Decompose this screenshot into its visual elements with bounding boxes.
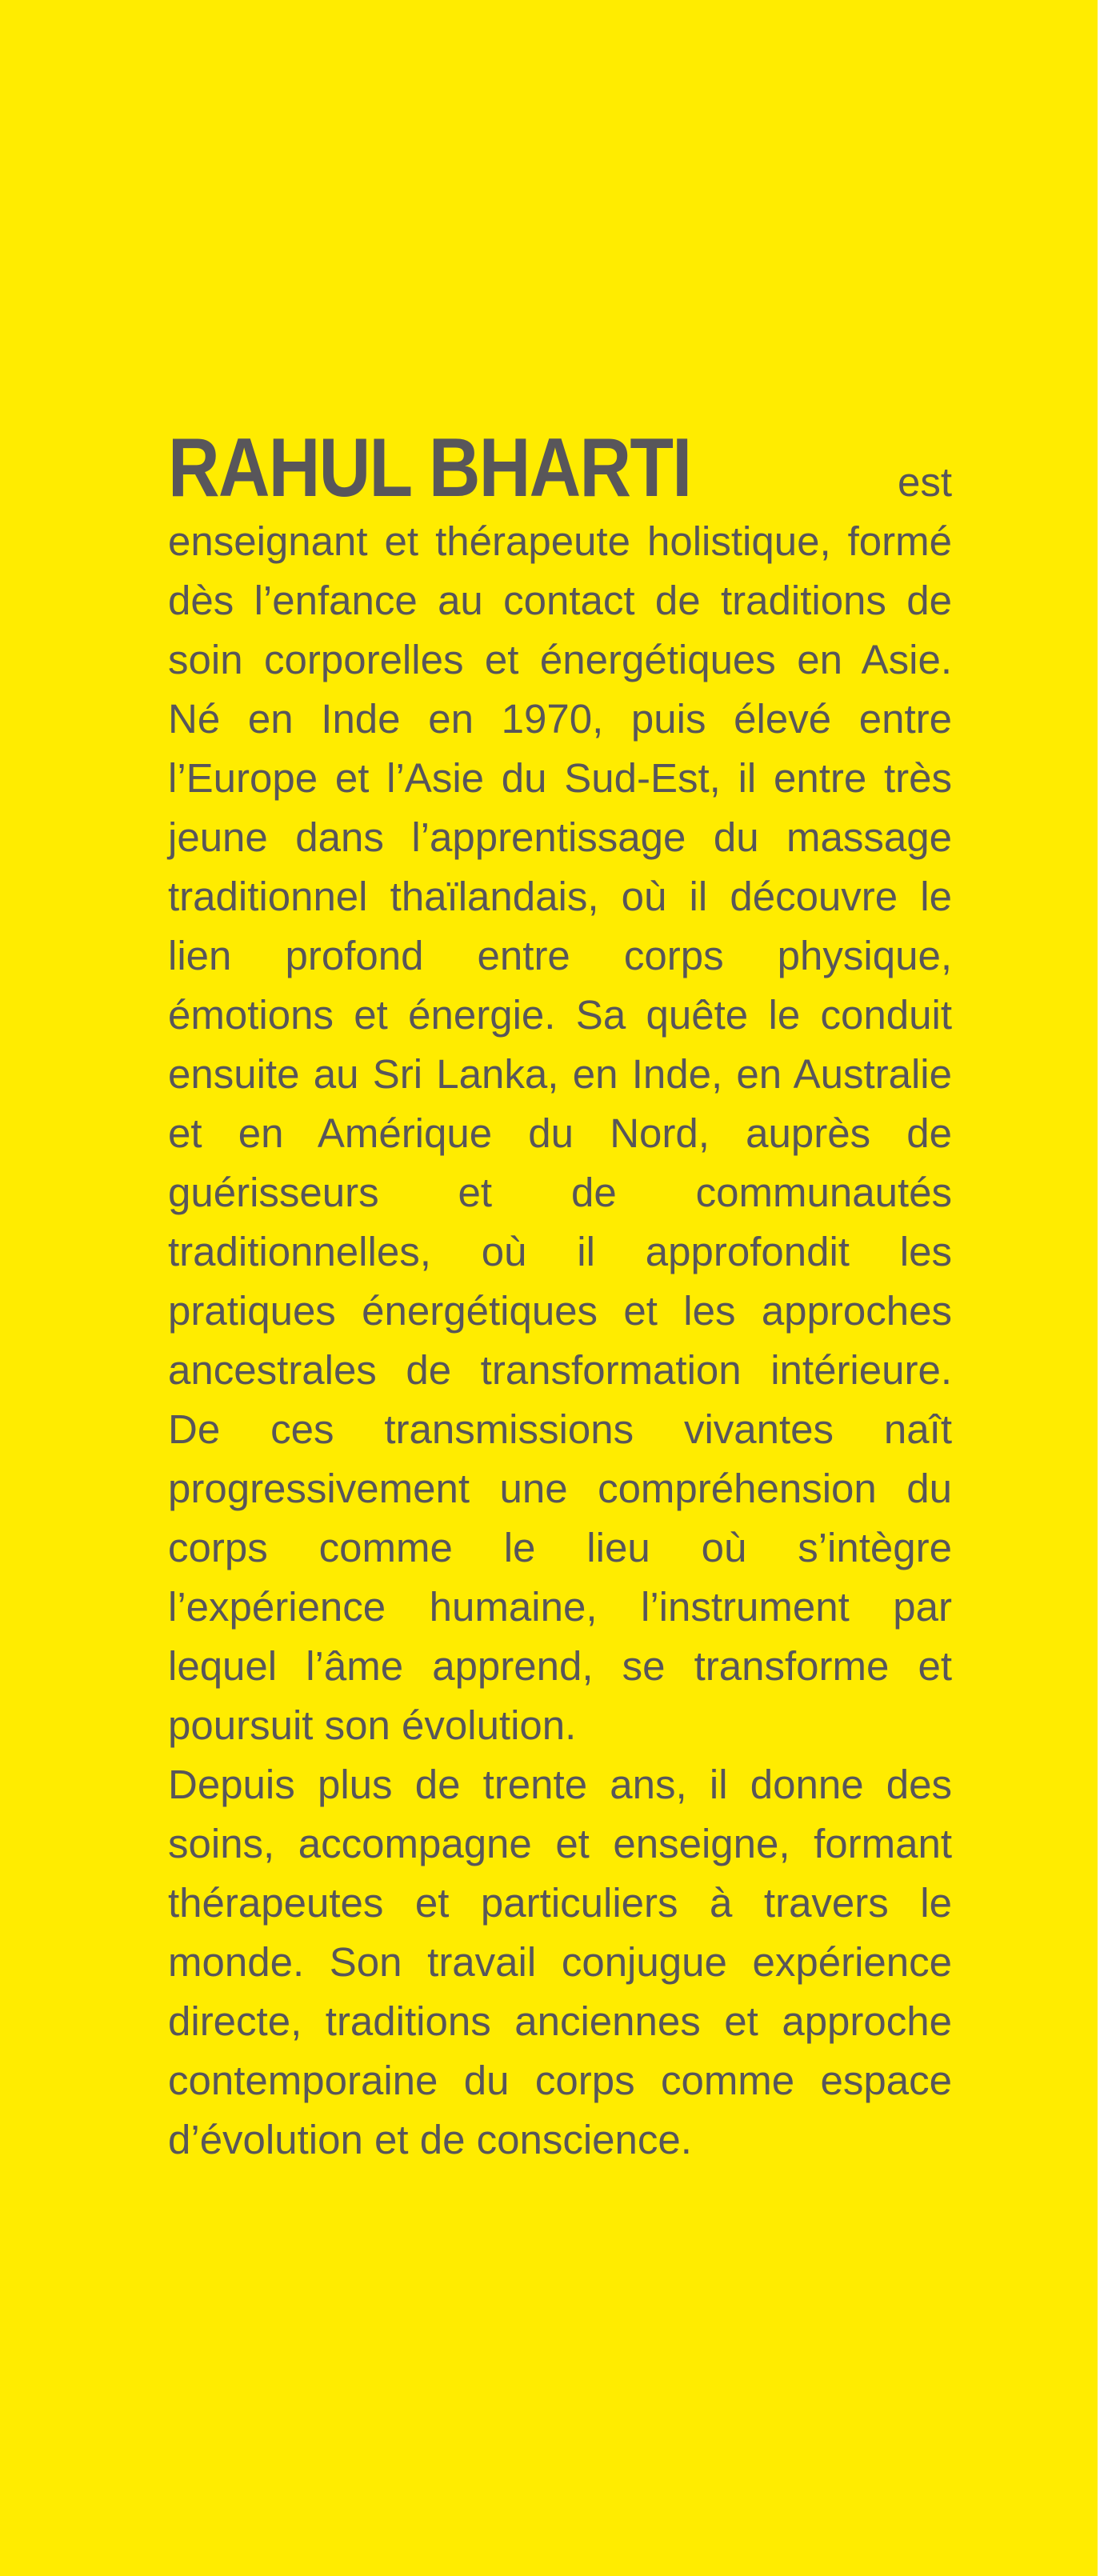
- bio-paragraph-1-text: est enseignant et thérapeute holistique, formé dès l’enfance au contact de traditions de soin corporelles et énergétiques en Asie. Né en Inde en 1970, puis élevé entre l’Europe et l’Asie du Sud-Est, il entre très jeune dans l’apprentissage du massage traditionnel thaïlandais, où il découvre le lien profond entre corps physique, émotions et énergie. Sa quête le conduit ensuite au Sri Lanka, en Inde, en Australie et en Amérique du Nord, auprès de guérisseurs et de communautés traditionnelles, où il approfondit les pratiques énergétiques et les approches ancestrales de transformation intérieure. De ces transmissions vivantes naît progressivement une compréhension du corps comme le lieu où s’intègre l’expérience humaine, l’instrument par lequel l’âme apprend, se transforme et poursuit son évolution.: [168, 459, 952, 1748]
- bio-paragraph-2: Depuis plus de trente ans, il donne des soins, accompagne et enseigne, formant thérapeutes et particuliers à travers le monde. Son travail conjugue expérience directe, traditions anciennes et approche contemporaine du corps comme espace d’évolution et de conscience.: [168, 1762, 952, 2162]
- author-name: RAHUL BHARTI: [168, 422, 691, 514]
- page-edge: [1098, 0, 1120, 2576]
- author-bio: [168, 422, 952, 2170]
- bio-paragraph-1: [168, 422, 952, 1755]
